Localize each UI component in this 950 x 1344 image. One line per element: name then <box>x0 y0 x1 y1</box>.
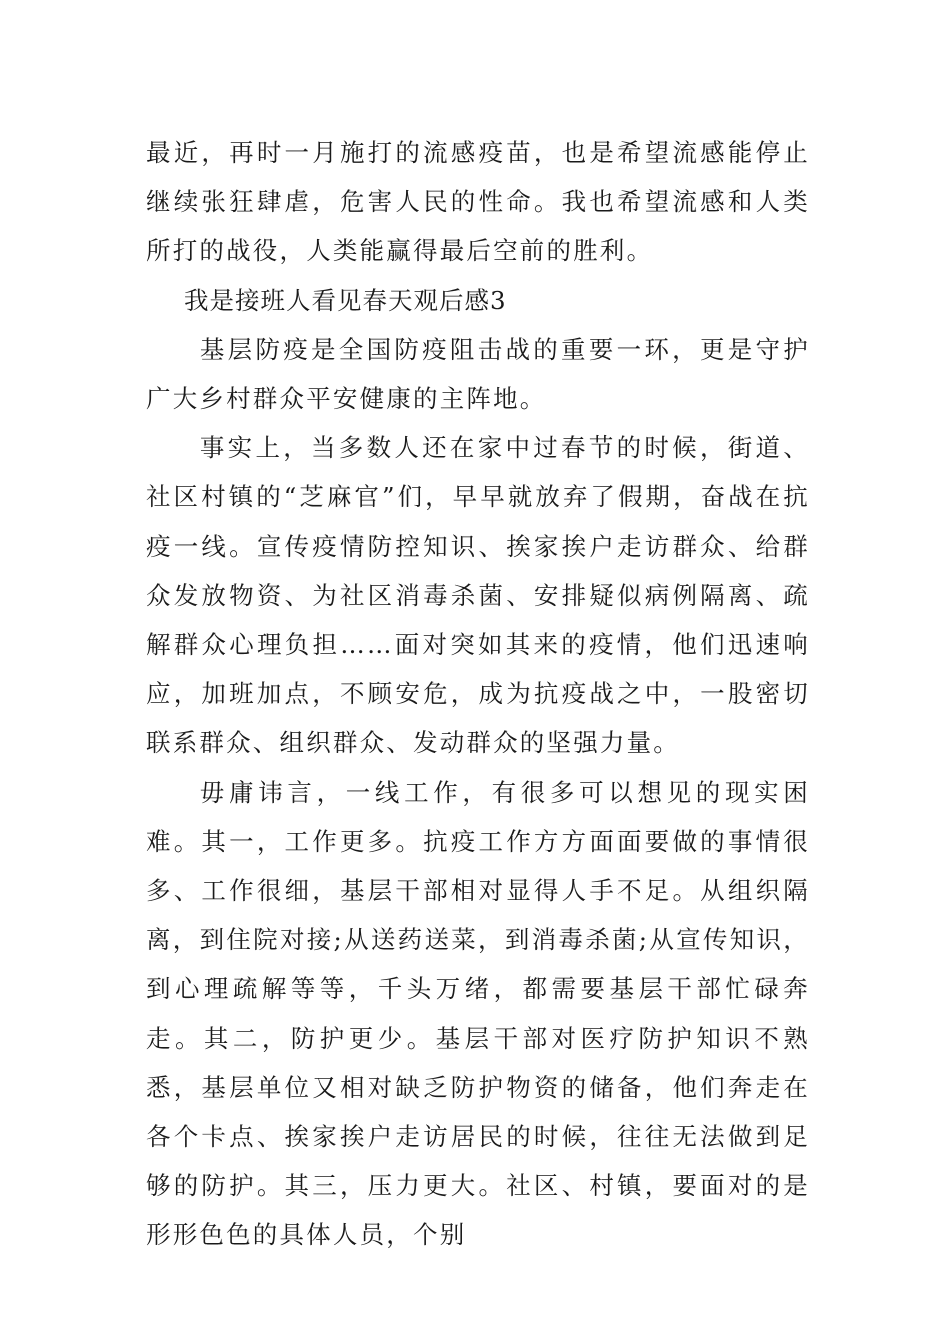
paragraph-continuation: 最近，再时一月施打的流感疫苗，也是希望流感能停止继续张狂肆虐，危害人民的性命。我也希望流感和人类所打的战役，人类能赢得最后空前的胜利。 <box>146 138 810 266</box>
paragraph-intro: 基层防疫是全国防疫阻击战的重要一环，更是守护广大乡村群众平安健康的主阵地。 <box>146 334 810 414</box>
section-heading: 我是接班人看见春天观后感3 <box>183 285 507 315</box>
paragraph-frontline: 事实上，当多数人还在家中过春节的时候，街道、社区村镇的“芝麻官”们，早早就放弃了假期，奋战在抗疫一线。宣传疫情防控知识、挨家挨户走访群众、给群众发放物资、为社区消毒杀菌、安排疑似病例隔离、疏解群众心理负担……面对突如其来的疫情，他们迅速响应，加班加点，不顾安危，成为抗疫战之中，一股密切联系群众、组织群众、发动群众的坚强力量。 <box>146 433 810 758</box>
document-page <box>146 128 810 1260</box>
paragraph-difficulties: 毋庸讳言，一线工作，有很多可以想见的现实困难。其一，工作更多。抗疫工作方方面面要做的事情很多、工作很细，基层干部相对显得人手不足。从组织隔离，到住院对接;从送药送菜，到消毒杀菌;从宣传知识，到心理疏解等等，千头万绪，都需要基层干部忙碌奔走。其二，防护更少。基层干部对医疗防护知识不熟悉，基层单位又相对缺乏防护物资的储备，他们奔走在各个卡点、挨家挨户走访居民的时候，往往无法做到足够的防护。其三，压力更大。社区、村镇，要面对的是形形色色的具体人员，个别 <box>146 777 810 1250</box>
